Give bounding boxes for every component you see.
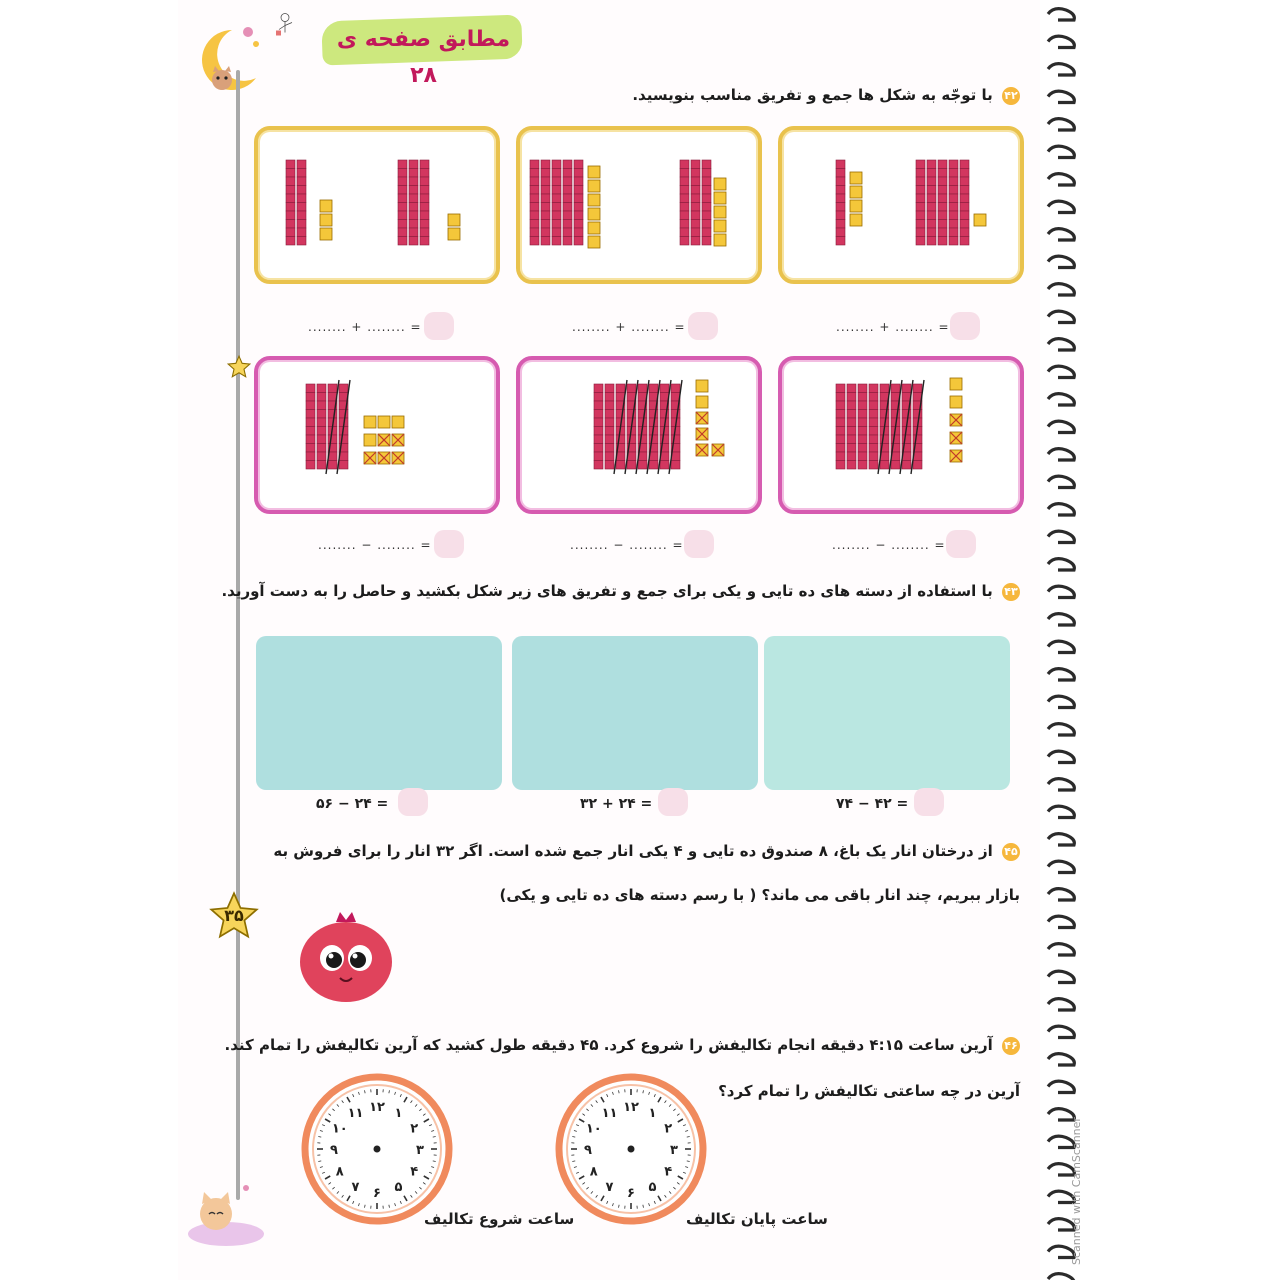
page-title: مطابق صفحه ی ۲۸: [336, 27, 511, 88]
base-ten-figure: [258, 360, 496, 510]
answer-box[interactable]: [424, 312, 454, 340]
clock-numeral: ۹: [584, 1143, 592, 1158]
spiral-loop: [1048, 36, 1074, 47]
question-number: ۴۲: [1002, 87, 1020, 105]
moon-cat-icon: [186, 22, 266, 102]
ten-rod: [563, 160, 572, 245]
spiral-loop: [1048, 889, 1074, 900]
end-clock-label: ساعت پایان تکالیف: [686, 1210, 828, 1228]
unit-cube: [448, 214, 460, 226]
ten-rod: [326, 380, 339, 474]
question-text-line-1: آرین ساعت ۴:۱۵ دقیقه انجام تکالیفش را شروع کرد. ۴۵ دقیقه طول کشید که آرین تکالیفش را تمام کند.: [224, 1036, 993, 1054]
ten-rod: [691, 160, 700, 245]
clock-numeral: ۶: [373, 1186, 381, 1201]
base-ten-figure: [520, 360, 758, 510]
unit-cube: [378, 416, 390, 428]
figure-box-4: [778, 356, 1024, 514]
ten-rod: [869, 384, 878, 469]
spiral-loop: [1048, 861, 1074, 872]
clock-numeral: ۶: [627, 1186, 635, 1201]
unit-cube: [588, 208, 600, 220]
clock-numeral: ۲: [410, 1121, 419, 1137]
unit-cube: [696, 444, 708, 456]
ten-rod: [297, 160, 306, 245]
clock-numeral: ۱۲: [369, 1100, 385, 1115]
figure-box-5: [516, 356, 762, 514]
unit-cube: [696, 428, 708, 440]
unit-cube: [588, 180, 600, 192]
drawing-area-2[interactable]: [512, 636, 758, 790]
unit-cube: [364, 452, 376, 464]
equation-line[interactable]: ........ − ........ =: [318, 538, 432, 552]
answer-box[interactable]: [950, 312, 980, 340]
spiral-loop: [1048, 806, 1074, 817]
unit-cube: [850, 214, 862, 226]
unit-cube: [448, 228, 460, 240]
unit-cube: [950, 450, 962, 462]
base-ten-figure: [258, 130, 496, 280]
equation-line[interactable]: ........ − ........ =: [832, 538, 946, 552]
figure-box-2: [516, 126, 762, 284]
unit-cube: [950, 378, 962, 390]
unit-cube: [850, 186, 862, 198]
unit-cube: [320, 228, 332, 240]
expression-label: ۳۲ + ۲۴ =: [580, 796, 653, 812]
spiral-loop: [1048, 311, 1074, 322]
question-45: [273, 842, 1020, 861]
spiral-loop: [1048, 174, 1074, 185]
clock-numeral: ۳: [416, 1143, 424, 1158]
unit-cube: [588, 166, 600, 178]
unit-cube: [714, 220, 726, 232]
spiral-loop: [1048, 641, 1074, 652]
question-45-line-2: بازار ببریم، چند انار باقی می ماند؟ ( با رسم دسته های ده تایی و یکی): [499, 886, 1020, 904]
unit-cube: [392, 452, 404, 464]
question-46-line-2: آرین در چه ساعتی تکالیفش را تمام کرد؟: [718, 1082, 1020, 1100]
ten-rod: [680, 160, 689, 245]
cat-cloud-icon: [186, 1178, 266, 1248]
answer-box[interactable]: [684, 530, 714, 558]
figure-box-1: [778, 126, 1024, 284]
unit-cube: [696, 396, 708, 408]
ten-rod: [658, 380, 671, 474]
clock-numeral: ۴: [410, 1164, 419, 1180]
ten-rod: [530, 160, 539, 245]
unit-cube: [364, 416, 376, 428]
unit-cube: [588, 222, 600, 234]
spiral-loop: [1048, 971, 1074, 982]
ten-rod: [916, 160, 925, 245]
ten-rod: [836, 384, 845, 469]
spiral-loop: [1048, 119, 1074, 130]
doodle-girl-icon: [270, 0, 330, 56]
spiral-loop: [1048, 1274, 1074, 1280]
answer-box[interactable]: [688, 312, 718, 340]
pomegranate-icon: [296, 908, 396, 1004]
ten-rod: [594, 384, 603, 469]
clock-numeral: ۵: [648, 1180, 657, 1196]
spiral-loop: [1048, 696, 1074, 707]
spiral-loop: [1048, 394, 1074, 405]
start-clock-label: ساعت شروع تکالیف: [424, 1210, 575, 1228]
clock-numeral: ۱۲: [623, 1100, 639, 1115]
unit-cube: [950, 414, 962, 426]
question-46: [225, 1036, 1020, 1055]
unit-cube: [850, 200, 862, 212]
clock-numeral: ۱۰: [331, 1121, 348, 1137]
clock-numeral: ۵: [394, 1180, 403, 1196]
spiral-loop: [1048, 64, 1074, 75]
ten-rod: [669, 380, 682, 474]
ten-rod: [614, 380, 627, 474]
question-42: [632, 86, 1020, 105]
answer-box[interactable]: [398, 788, 428, 816]
spiral-loop: [1048, 476, 1074, 487]
scanner-watermark: [1070, 1080, 1100, 1270]
drawing-area-1[interactable]: [764, 636, 1010, 790]
spiral-loop: [1048, 779, 1074, 790]
ten-rod: [636, 380, 649, 474]
answer-box[interactable]: [658, 788, 688, 816]
question-number: ۴۵: [1002, 843, 1020, 861]
unit-cube: [378, 452, 390, 464]
spiral-loop: [1048, 421, 1074, 432]
unit-cube: [588, 194, 600, 206]
equation-line[interactable]: ........ + ........ =: [308, 320, 422, 334]
clock-numeral: ۱: [648, 1105, 657, 1121]
ten-rod: [286, 160, 295, 245]
clock-numeral: ۷: [605, 1180, 614, 1196]
watermark-text: Scanned with CamScanner: [1070, 1117, 1083, 1265]
unit-cube: [714, 234, 726, 246]
equation-line[interactable]: ........ − ........ =: [570, 538, 684, 552]
base-ten-figure: [782, 130, 1020, 280]
equation-line[interactable]: ........ + ........ =: [572, 320, 686, 334]
equation-line[interactable]: ........ + ........ =: [836, 320, 950, 334]
unit-cube: [320, 200, 332, 212]
unit-cube: [378, 434, 390, 446]
clock-numeral: ۲: [664, 1121, 673, 1137]
spiral-loop: [1048, 586, 1074, 597]
question-text-line-1: از درختان انار یک باغ، ۸ صندوق ده تایی و ۴ یکی انار جمع شده است. اگر ۳۲ انار را برای فروش به: [273, 842, 993, 860]
unit-cube: [950, 432, 962, 444]
ten-rod: [647, 380, 660, 474]
expression-label: ۵۶ − ۲۴ =: [316, 796, 389, 812]
drawing-area-3[interactable]: [256, 636, 502, 790]
margin-line: [236, 70, 240, 1200]
spiral-loop: [1048, 91, 1074, 102]
ten-rod: [317, 384, 326, 469]
spiral-loop: [1048, 724, 1074, 735]
unit-cube: [588, 236, 600, 248]
figure-box-6: [254, 356, 500, 514]
clock-numeral: ۸: [335, 1164, 344, 1180]
answer-box[interactable]: [946, 530, 976, 558]
expression-label: ۷۴ − ۴۲ =: [836, 796, 909, 812]
figure-box-3: [254, 126, 500, 284]
unit-cube: [696, 412, 708, 424]
clock-numeral: ۱۱: [347, 1105, 364, 1121]
ten-rod: [541, 160, 550, 245]
spiral-loop: [1048, 9, 1074, 20]
clock-numeral: ۴: [664, 1164, 673, 1180]
clock-numeral: ۳: [670, 1143, 678, 1158]
spiral-loop: [1048, 229, 1074, 240]
unit-cube: [850, 172, 862, 184]
ten-rod: [337, 380, 350, 474]
unit-cube: [974, 214, 986, 226]
clock-numeral: ۱۱: [601, 1105, 618, 1121]
question-text: با توجّه به شکل ها جمع و تفریق مناسب بنویسید.: [632, 86, 993, 104]
ten-rod: [938, 160, 947, 245]
unit-cube: [364, 434, 376, 446]
spiral-loop: [1048, 201, 1074, 212]
spiral-loop: [1048, 916, 1074, 927]
ten-rod: [960, 160, 969, 245]
ten-rod: [409, 160, 418, 245]
answer-box[interactable]: [434, 530, 464, 558]
ten-rod: [847, 384, 856, 469]
start-time-clock[interactable]: [300, 1072, 454, 1226]
unit-cube: [392, 434, 404, 446]
clock-numeral: ۱: [394, 1105, 403, 1121]
spiral-loop: [1048, 559, 1074, 570]
spiral-loop: [1048, 284, 1074, 295]
ten-rod: [574, 160, 583, 245]
unit-cube: [714, 178, 726, 190]
base-ten-figure: [782, 360, 1020, 510]
spiral-loop: [1048, 614, 1074, 625]
ten-rod: [900, 380, 913, 474]
unit-cube: [714, 192, 726, 204]
ten-rod: [702, 160, 711, 245]
spiral-loop: [1048, 504, 1074, 515]
ten-rod: [605, 384, 614, 469]
spiral-loop: [1048, 1026, 1074, 1037]
clock-numeral: ۸: [589, 1164, 598, 1180]
star-icon: [226, 354, 252, 380]
page-number: ۳۵: [224, 906, 244, 925]
unit-cube: [392, 416, 404, 428]
unit-cube: [714, 206, 726, 218]
ten-rod: [625, 380, 638, 474]
clock-numeral: ۷: [351, 1180, 360, 1196]
unit-cube: [950, 396, 962, 408]
spiral-loop: [1048, 366, 1074, 377]
clock-numeral: ۱۰: [585, 1121, 602, 1137]
ten-rod: [889, 380, 902, 474]
unit-cube: [320, 214, 332, 226]
ten-rod: [949, 160, 958, 245]
unit-cube: [696, 380, 708, 392]
ten-rod: [911, 380, 924, 474]
question-43: [221, 582, 1020, 601]
ten-rod: [836, 160, 845, 245]
ten-rod: [552, 160, 561, 245]
base-ten-figure: [520, 130, 758, 280]
spiral-loop: [1048, 1054, 1074, 1065]
spiral-loop: [1048, 449, 1074, 460]
spiral-loop: [1048, 339, 1074, 350]
spiral-loop: [1048, 999, 1074, 1010]
spiral-loop: [1048, 751, 1074, 762]
unit-cube: [712, 444, 724, 456]
ten-rod: [858, 384, 867, 469]
spiral-loop: [1048, 146, 1074, 157]
question-number: ۴۳: [1002, 583, 1020, 601]
spiral-loop: [1048, 944, 1074, 955]
question-number: ۴۶: [1002, 1037, 1020, 1055]
ten-rod: [927, 160, 936, 245]
spiral-loop: [1048, 531, 1074, 542]
clock-numeral: ۹: [330, 1143, 338, 1158]
spiral-loop: [1048, 834, 1074, 845]
question-text: با استفاده از دسته های ده تایی و یکی برای جمع و تفریق های زیر شکل بکشید و حاصل را به دست آورید.: [221, 582, 993, 600]
answer-box[interactable]: [914, 788, 944, 816]
end-time-clock[interactable]: [554, 1072, 708, 1226]
ten-rod: [420, 160, 429, 245]
spiral-loop: [1048, 669, 1074, 680]
ten-rod: [306, 384, 315, 469]
ten-rod: [878, 380, 891, 474]
ten-rod: [398, 160, 407, 245]
spiral-loop: [1048, 256, 1074, 267]
